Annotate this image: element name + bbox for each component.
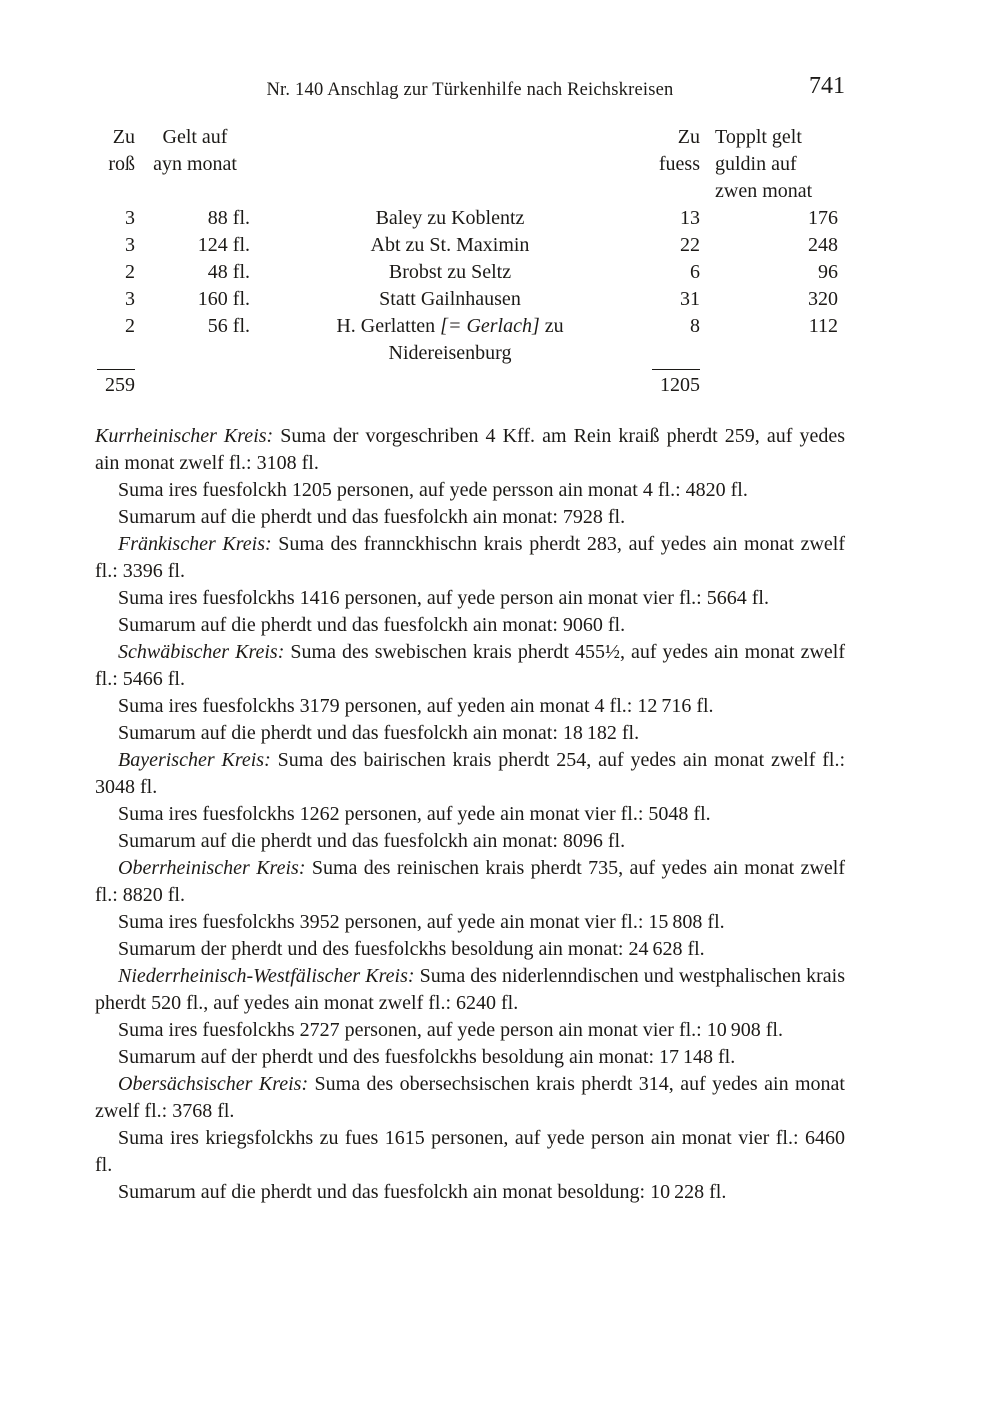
name-text-post: zu — [539, 315, 564, 337]
cell-name — [250, 259, 650, 286]
paragraph-text: Suma ires fuesfolckh 1205 personen, auf yede persson ain monat 4 fl.: 4820 fl. — [118, 479, 748, 501]
body-paragraph — [95, 855, 845, 909]
cell-gelt: 48 fl. — [207, 261, 250, 283]
paragraph-text: Sumarum auf der pherdt und des fuesfolckhs besoldung ain monat: 17 148 fl. — [118, 1046, 736, 1068]
kreis-name: Oberrheinischer Kreis: — [118, 857, 306, 879]
body-paragraph — [95, 693, 845, 720]
body-paragraph — [95, 504, 845, 531]
muster-table — [95, 124, 845, 399]
paragraph-text: Suma der vorgeschriben 4 Kff. am Rein kraiß pherdt 259, auf yedes ain monat zwelf fl.: 3108 fl. — [95, 425, 845, 474]
paragraph-text: Sumarum der pherdt und des fuesfolckhs besoldung ain monat: 24 628 fl. — [118, 938, 705, 960]
cell-zu-ross: 2 — [125, 315, 135, 337]
paragraph-text: Suma ires fuesfolckhs 2727 personen, auf yede person ain monat vier fl.: 10 908 fl. — [118, 1019, 783, 1041]
name-text: H. Gerlatten — [336, 315, 441, 337]
total-zu-ross — [95, 369, 140, 399]
cell-topplt: 248 — [808, 234, 838, 256]
body-paragraph — [95, 1044, 845, 1071]
cell-zu-ross: 3 — [125, 288, 135, 310]
paragraph-text: Sumarum auf die pherdt und das fuesfolckh ain monat: 8096 fl. — [118, 830, 626, 852]
col-header-topplt-line2: guldin auf — [715, 153, 797, 175]
cell-name — [250, 286, 650, 313]
paragraph-text: Suma des bairischen krais pherdt 254, auf yedes ain monat zwelf fl.: 3048 fl. — [95, 749, 846, 798]
col-header-gelt-line1: Gelt auf — [162, 126, 228, 148]
body-paragraph — [95, 585, 845, 612]
paragraph-text: Suma des frannckhischn krais pherdt 283, auf yedes ain monat zwelf fl.: 3396 fl. — [95, 533, 846, 582]
cell-zu-fuess: 6 — [690, 261, 700, 283]
col-header-gelt-line2: ayn monat — [153, 153, 237, 175]
paragraph-text: Suma des reinischen krais pherdt 735, auf yedes ain monat zwelf fl.: 8820 fl. — [95, 857, 845, 906]
cell-topplt: 176 — [808, 207, 838, 229]
body-paragraph — [95, 477, 845, 504]
cell-zu-ross: 2 — [125, 261, 135, 283]
cell-name — [250, 313, 650, 367]
cell-zu-ross: 3 — [125, 207, 135, 229]
cell-gelt: 56 fl. — [207, 315, 250, 337]
kreis-name: Schwäbischer Kreis: — [118, 641, 285, 663]
cell-gelt: 88 fl. — [207, 207, 250, 229]
cell-name — [250, 232, 650, 259]
body-paragraph — [95, 747, 845, 801]
paragraph-text: Sumarum auf die pherdt und das fuesfolckh ain monat besoldung: 10 228 fl. — [118, 1181, 727, 1203]
page-content — [95, 73, 846, 1206]
kreis-name: Fränkischer Kreis: — [118, 533, 272, 555]
body-paragraph — [95, 1125, 845, 1179]
paragraph-text: Suma des obersechsischen krais pherdt 314, auf yedes ain monat zwelf fl.: 3768 fl. — [95, 1073, 845, 1122]
paragraph-text: Suma ires fuesfolckhs 3179 personen, auf yeden ain monat 4 fl.: 12 716 fl. — [118, 695, 714, 717]
body-paragraph — [95, 1179, 845, 1206]
name-text: Brobst zu Seltz — [388, 261, 512, 283]
cell-gelt: 124 fl. — [197, 234, 250, 256]
cell-topplt: 320 — [808, 288, 838, 310]
body-paragraph — [95, 1071, 845, 1125]
body-paragraph — [95, 828, 845, 855]
body-paragraph — [95, 1017, 845, 1044]
body-paragraph — [95, 909, 845, 936]
kreis-name: Kurrheinischer Kreis: — [95, 425, 274, 447]
paragraph-text: Suma ires fuesfolckhs 3952 personen, auf yede ain monat vier fl.: 15 808 fl. — [118, 911, 725, 933]
body-paragraph — [95, 963, 845, 1017]
kreis-name: Niederrheinisch-Westfälischer Kreis: — [118, 965, 415, 987]
col-header-zu-fuess-line1: Zu — [677, 126, 700, 148]
paragraph-text: Suma ires fuesfolckhs 1262 personen, auf yede ain monat vier fl.: 5048 fl. — [118, 803, 711, 825]
col-header-zu-fuess-line2: fuess — [658, 153, 700, 175]
cell-zu-fuess: 8 — [690, 315, 700, 337]
name-text: Abt zu St. Maximin — [370, 234, 530, 256]
name-text: Baley zu Koblentz — [375, 207, 525, 229]
paragraph-text: Suma ires fuesfolckhs 1416 personen, auf yede person ain monat vier fl.: 5664 fl. — [118, 587, 769, 609]
page-number: 741 — [809, 73, 845, 99]
page-title: Nr. 140 Anschlag zur Türkenhilfe nach Reichskreisen — [266, 80, 674, 100]
cell-name — [250, 205, 650, 232]
col-header-topplt-line1: Topplt gelt — [715, 126, 802, 148]
total-fuess-value: 1205 — [652, 369, 700, 399]
col-header-zu-ross-line1: Zu — [112, 126, 135, 148]
body-paragraph — [95, 801, 845, 828]
name-editorial-note: [= Gerlach] — [440, 315, 540, 337]
name-line1 — [250, 313, 650, 340]
cell-zu-fuess: 13 — [680, 207, 700, 229]
cell-zu-fuess: 31 — [680, 288, 700, 310]
cell-gelt: 160 fl. — [197, 288, 250, 310]
col-header-topplt-line3: zwen monat — [715, 180, 813, 202]
cell-zu-ross: 3 — [125, 234, 135, 256]
paragraph-text: Suma des niderlenndischen und westphalischen krais pherdt 520 fl., auf yedes ain monat zwelf fl.: 6240 fl. — [95, 965, 845, 1014]
total-zu-fuess — [650, 369, 700, 399]
body-paragraph — [95, 531, 845, 585]
cell-zu-fuess: 22 — [680, 234, 700, 256]
col-header-zu-ross-line2: roß — [108, 153, 135, 175]
paragraph-text: Sumarum auf die pherdt und das fuesfolckh ain monat: 7928 fl. — [118, 506, 626, 528]
kreis-name: Bayerischer Kreis: — [118, 749, 271, 771]
paragraph-text: Suma ires kriegsfolckhs zu fues 1615 personen, auf yede person ain monat vier fl.: 6460 fl. — [95, 1127, 845, 1176]
name-line2: Nidereisenburg — [388, 342, 512, 364]
kreis-name: Obersächsischer Kreis: — [118, 1073, 309, 1095]
running-head — [95, 73, 845, 108]
name-text: Statt Gailnhausen — [379, 288, 521, 310]
body-paragraph — [95, 423, 845, 477]
body-text — [95, 423, 845, 1206]
body-paragraph — [95, 936, 845, 963]
total-ross-value: 259 — [97, 369, 135, 399]
body-paragraph — [95, 720, 845, 747]
body-paragraph — [95, 639, 845, 693]
paragraph-text: Sumarum auf die pherdt und das fuesfolckh ain monat: 9060 fl. — [118, 614, 626, 636]
cell-topplt: 96 — [818, 261, 838, 283]
body-paragraph — [95, 612, 845, 639]
paragraph-text: Sumarum auf die pherdt und das fuesfolckh ain monat: 18 182 fl. — [118, 722, 640, 744]
paragraph-text: Suma des swebischen krais pherdt 455½, auf yedes ain monat zwelf fl.: 5466 fl. — [95, 641, 846, 690]
cell-topplt: 112 — [808, 315, 838, 337]
